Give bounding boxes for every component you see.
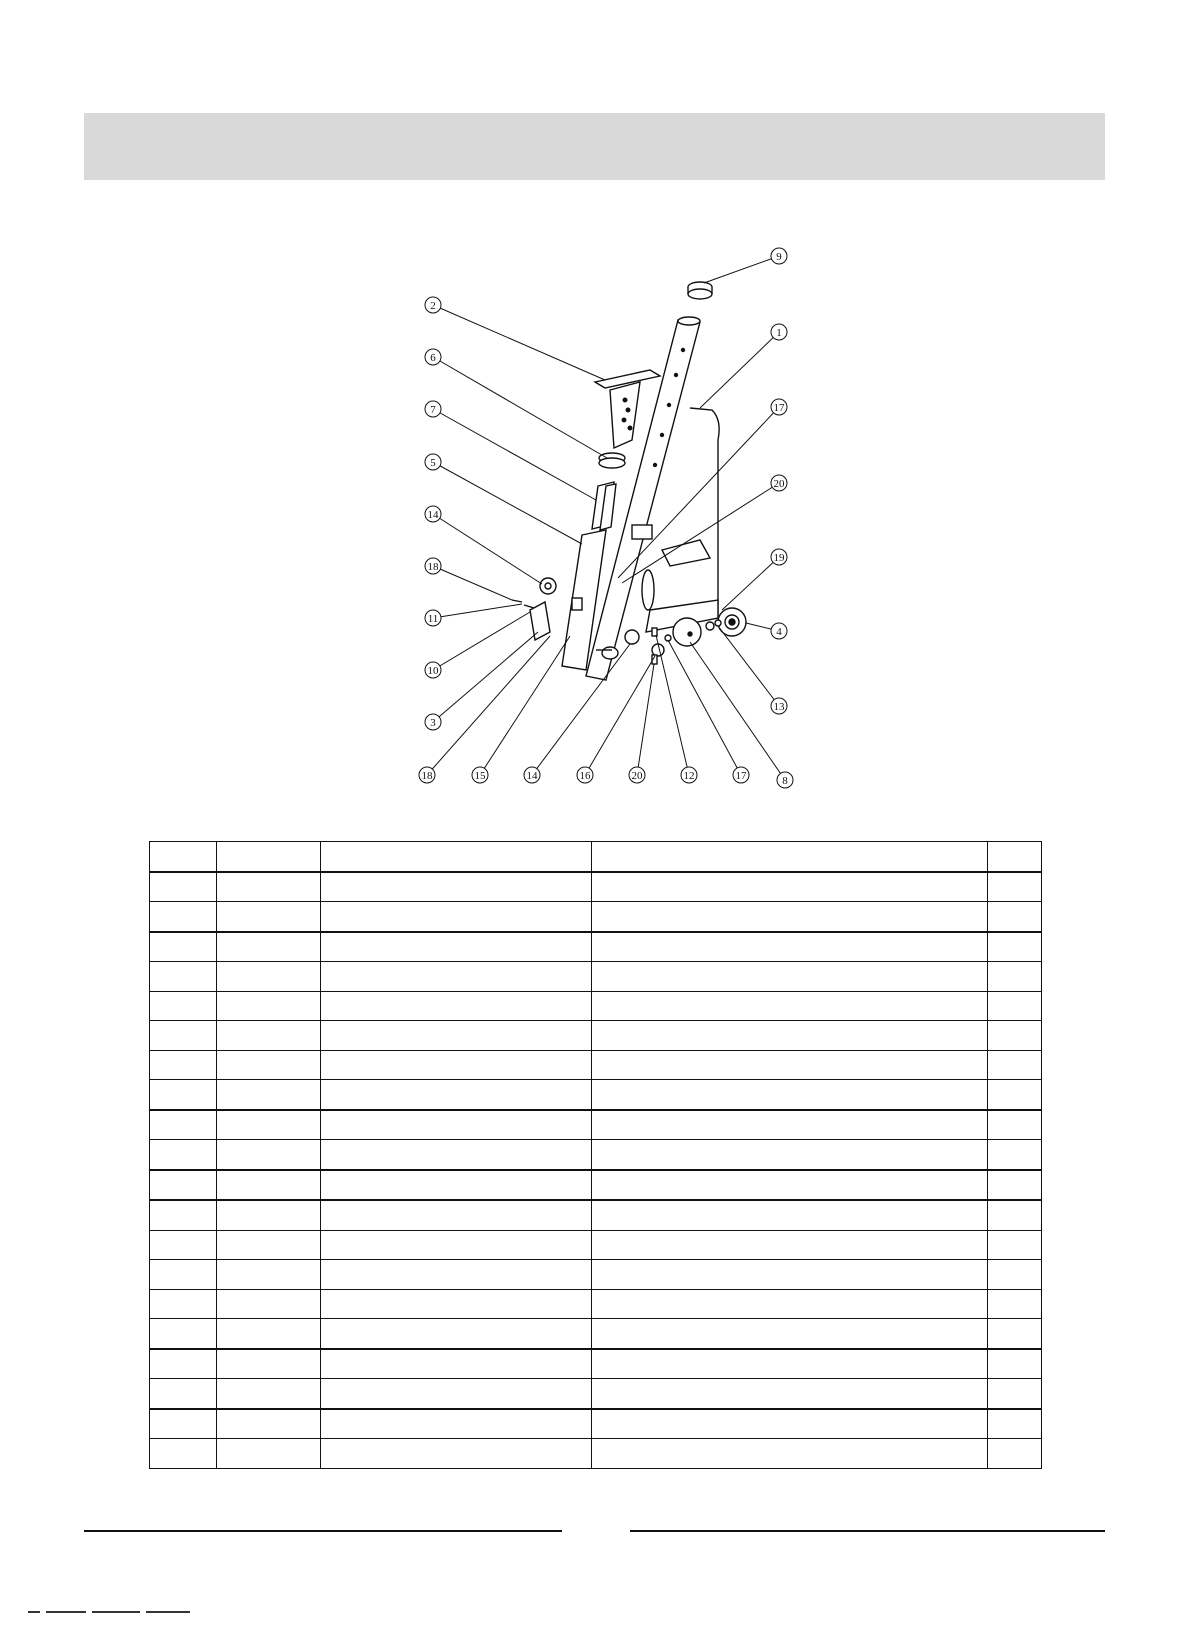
table-header-cell [987,842,1041,872]
table-cell [217,1200,321,1230]
part-callout-number: 8 [782,775,788,787]
table-cell [592,1319,988,1349]
table-cell [987,1260,1041,1290]
part-callout [419,767,435,783]
part-callout-number: 13 [773,701,785,713]
table-cell [150,1021,217,1051]
table-cell [321,1200,592,1230]
table-cell [987,1140,1041,1170]
table-cell [987,932,1041,962]
table-cell [592,932,988,962]
table-cell [150,1140,217,1170]
table-cell [592,1379,988,1409]
table-cell [150,1050,217,1080]
table-cell [321,962,592,992]
footer-rule-right [630,1530,1105,1532]
table-cell [150,1110,217,1140]
table-cell [987,902,1041,932]
table-cell [987,1349,1041,1379]
table-cell [592,902,988,932]
part-callout-number: 10 [427,665,439,677]
table-cell [150,1409,217,1439]
table-cell [321,932,592,962]
part-callout [472,767,488,783]
footer-rule-left [84,1530,562,1532]
table-cell [217,1050,321,1080]
table-cell [321,1050,592,1080]
table-cell [987,1409,1041,1439]
table-cell [321,902,592,932]
part-callout [577,767,593,783]
table-cell [987,1379,1041,1409]
table-row [150,1050,1042,1080]
part-callout [777,772,793,788]
table-row [150,1230,1042,1260]
table-cell [592,1021,988,1051]
table-cell [592,1439,988,1469]
table-cell [150,1080,217,1110]
part-callout [425,349,441,365]
table-cell [150,1379,217,1409]
part-callout [425,506,441,522]
table-row [150,991,1042,1021]
part-callout-number: 11 [427,613,439,625]
table-cell [150,1230,217,1260]
table-cell [321,1289,592,1319]
table-cell [592,1289,988,1319]
table-cell [321,1379,592,1409]
table-row [150,1289,1042,1319]
part-callout-number: 16 [579,770,591,782]
scan-edge-marks [28,1611,196,1617]
table-cell [321,1319,592,1349]
table-row [150,1439,1042,1469]
table-cell [217,1170,321,1201]
table-cell [150,1289,217,1319]
table-cell [987,1319,1041,1349]
table-cell [987,1289,1041,1319]
part-callout [425,401,441,417]
part-callout-number: 6 [430,352,436,364]
table-cell [150,1200,217,1230]
table-row [150,1260,1042,1290]
part-callout-number: 15 [474,770,486,782]
table-cell [592,1110,988,1140]
table-row [150,962,1042,992]
part-callout [629,767,645,783]
table-cell [321,1260,592,1290]
part-callout-number: 14 [427,509,439,521]
table-cell [150,1319,217,1349]
part-callout [425,714,441,730]
table-cell [217,1260,321,1290]
part-callout [425,662,441,678]
table-cell [321,1021,592,1051]
part-callout [771,698,787,714]
table-header-cell [592,842,988,872]
table-cell [987,1021,1041,1051]
table-row [150,1140,1042,1170]
table-cell [987,1170,1041,1201]
table-cell [217,962,321,992]
table-cell [321,1080,592,1110]
table-row [150,872,1042,902]
table-header-cell [217,842,321,872]
part-callout-number: 19 [773,552,785,564]
table-row [150,1110,1042,1140]
end-cap [688,282,712,299]
table-cell [321,1230,592,1260]
table-cell [150,1349,217,1379]
part-callout [733,767,749,783]
table-cell [217,1230,321,1260]
table-cell [987,1080,1041,1110]
table-row [150,1409,1042,1439]
table-cell [987,1110,1041,1140]
table-cell [592,1170,988,1201]
table-cell [217,1140,321,1170]
table-cell [592,1050,988,1080]
part-callout-number: 1 [776,327,782,339]
part-callout-number: 3 [430,717,436,729]
table-row [150,932,1042,962]
table-cell [217,1080,321,1110]
table-cell [217,1379,321,1409]
table-cell [150,962,217,992]
part-callout-number: 5 [430,457,436,469]
parts-list-table [149,841,1042,1469]
table-cell [217,1289,321,1319]
table-cell [592,1080,988,1110]
table-cell [150,902,217,932]
part-callout [681,767,697,783]
part-callout [771,248,787,264]
part-callout-number: 18 [427,561,439,573]
table-cell [150,932,217,962]
table-row [150,1379,1042,1409]
table-cell [217,872,321,902]
part-callout [425,297,441,313]
table-cell [321,1409,592,1439]
part-callout-number: 2 [430,300,436,312]
part-callout-number: 17 [773,402,785,414]
table-cell [217,1439,321,1469]
table-row [150,1200,1042,1230]
table-cell [987,1439,1041,1469]
table-cell [217,1409,321,1439]
table-cell [321,1170,592,1201]
table-cell [321,1349,592,1379]
table-cell [592,991,988,1021]
part-callout-number: 18 [421,770,433,782]
table-cell [592,1349,988,1379]
table-row [150,1021,1042,1051]
table-cell [217,932,321,962]
table-cell [217,902,321,932]
table-cell [592,962,988,992]
table-cell [150,1439,217,1469]
part-callout-number: 20 [631,770,643,782]
part-callout [771,475,787,491]
table-cell [217,991,321,1021]
table-cell [150,872,217,902]
table-cell [987,991,1041,1021]
table-cell [592,1409,988,1439]
section-header-band [84,113,1105,180]
table-header-row [150,842,1042,872]
table-row [150,1080,1042,1110]
table-cell [592,1200,988,1230]
table-cell [592,1140,988,1170]
part-callout [771,623,787,639]
table-header-cell [150,842,217,872]
table-cell [150,1260,217,1290]
table-header-cell [321,842,592,872]
table-cell [217,1110,321,1140]
table-cell [592,872,988,902]
table-cell [321,1439,592,1469]
table-cell [987,962,1041,992]
part-callout [524,767,540,783]
part-callout-number: 17 [735,770,747,782]
table-row [150,1170,1042,1201]
exploded-parts-diagram [400,240,840,820]
table-cell [987,1050,1041,1080]
part-callout [425,558,441,574]
table-row [150,1319,1042,1349]
part-callout [425,454,441,470]
part-callout [771,324,787,340]
table-cell [150,1170,217,1201]
part-callout-number: 20 [773,478,785,490]
table-cell [592,1230,988,1260]
part-callout [771,399,787,415]
table-cell [592,1260,988,1290]
table-row [150,902,1042,932]
part-callout [771,549,787,565]
table-cell [987,1200,1041,1230]
table-cell [987,872,1041,902]
part-callout-number: 4 [776,626,782,638]
part-callout-number: 12 [683,770,695,782]
table-cell [321,991,592,1021]
table-cell [150,991,217,1021]
table-cell [321,1110,592,1140]
part-callout [425,610,441,626]
table-cell [321,872,592,902]
table-cell [217,1349,321,1379]
table-row [150,1349,1042,1379]
table-cell [217,1021,321,1051]
table-cell [217,1319,321,1349]
part-callout-number: 9 [776,251,782,263]
table-cell [987,1230,1041,1260]
part-callout-number: 14 [526,770,538,782]
table-cell [321,1140,592,1170]
part-callout-number: 7 [430,404,436,416]
